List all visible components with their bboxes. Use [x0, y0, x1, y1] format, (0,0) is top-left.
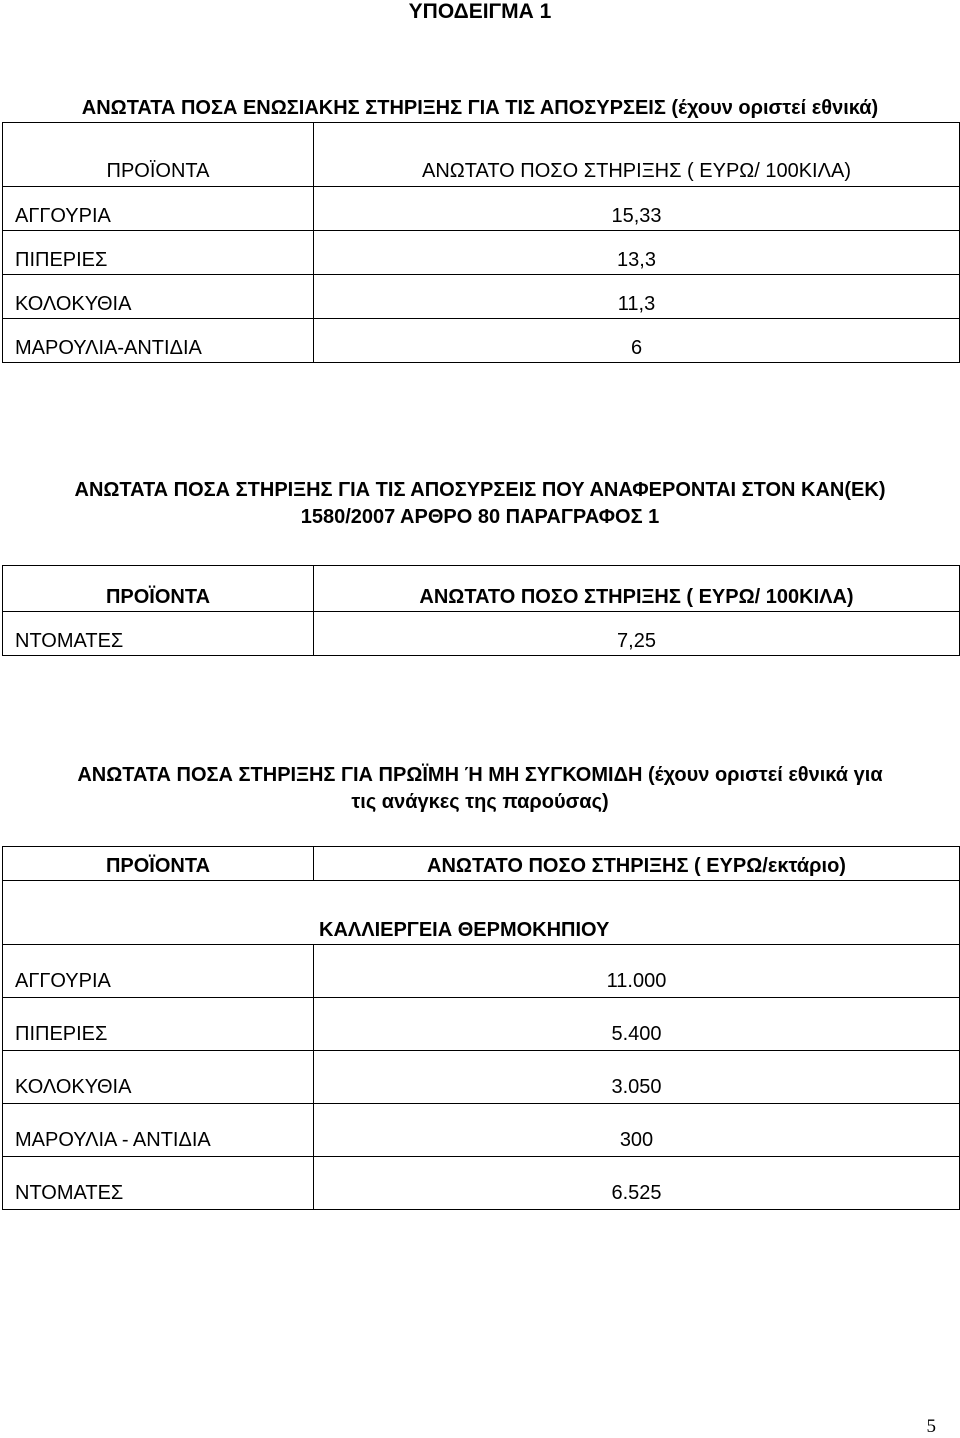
section1-table [2, 122, 960, 363]
amount-value: 11.000 [314, 945, 960, 998]
table-row [3, 231, 960, 275]
table-subheader-row [3, 881, 960, 945]
header-amount: ΑΝΩΤΑΤΟ ΠΟΣΟ ΣΤΗΡΙΞΗΣ ( ΕΥΡΩ/ 100ΚΙΛΑ) [314, 123, 960, 187]
table-row [3, 275, 960, 319]
section3-table [2, 846, 960, 1210]
product-name: ΜΑΡΟΥΛΙΑ - ΑΝΤΙΔΙΑ [3, 1104, 314, 1157]
product-name: ΠΙΠΕΡΙΕΣ [3, 231, 314, 275]
amount-value: 5.400 [314, 998, 960, 1051]
table-row [3, 1051, 960, 1104]
amount-value: 11,3 [314, 275, 960, 319]
section3-heading-line1: ΑΝΩΤΑΤΑ ΠΟΣΑ ΣΤΗΡΙΞΗΣ ΓΙΑ ΠΡΩΪΜΗ Ή ΜΗ ΣΥΓΚΟΜΙΔΗ (έχουν οριστεί εθνικά για [77, 764, 883, 786]
table-header-row [3, 847, 960, 881]
product-name: ΚΟΛΟΚΥΘΙΑ [3, 1051, 314, 1104]
table-header-row [3, 123, 960, 187]
product-name: ΝΤΟΜΑΤΕΣ [3, 612, 314, 656]
amount-value: 15,33 [314, 187, 960, 231]
header-product: ΠΡΟΪΟΝΤΑ [3, 123, 314, 187]
header-product: ΠΡΟΪΟΝΤΑ [3, 566, 314, 612]
header-product: ΠΡΟΪΟΝΤΑ [3, 847, 314, 881]
table-row [3, 612, 960, 656]
table-row [3, 1104, 960, 1157]
header-amount: ΑΝΩΤΑΤΟ ΠΟΣΟ ΣΤΗΡΙΞΗΣ ( ΕΥΡΩ/εκτάριο) [314, 847, 960, 881]
product-name: ΑΓΓΟΥΡΙΑ [3, 945, 314, 998]
table-row [3, 945, 960, 998]
amount-value: 300 [314, 1104, 960, 1157]
table-row [3, 319, 960, 363]
table-row [3, 998, 960, 1051]
amount-value: 6.525 [314, 1157, 960, 1210]
amount-value: 13,3 [314, 231, 960, 275]
table-header-row [3, 566, 960, 612]
section2-table [2, 565, 960, 656]
amount-value: 7,25 [314, 612, 960, 656]
table-row [3, 1157, 960, 1210]
section2-heading-line2: 1580/2007 ΑΡΘΡΟ 80 ΠΑΡΑΓΡΑΦΟΣ 1 [300, 506, 660, 528]
section1-heading: ΑΝΩΤΑΤΑ ΠΟΣΑ ΕΝΩΣΙΑΚΗΣ ΣΤΗΡΙΞΗΣ ΓΙΑ ΤΙΣ ΑΠΟΣΥΡΣΕΙΣ (έχουν οριστεί εθνικά) [81, 97, 879, 119]
amount-value: 3.050 [314, 1051, 960, 1104]
document-title: ΥΠΟΔΕΙΓΜΑ 1 [408, 0, 552, 23]
page-number: 5 [926, 1416, 936, 1437]
product-name: ΜΑΡΟΥΛΙΑ-ΑΝΤΙΔΙΑ [3, 319, 314, 363]
product-name: ΝΤΟΜΑΤΕΣ [3, 1157, 314, 1210]
section3-heading-line2: τις ανάγκες της παρούσας) [351, 791, 609, 813]
amount-value: 6 [314, 319, 960, 363]
product-name: ΠΙΠΕΡΙΕΣ [3, 998, 314, 1051]
product-name: ΚΟΛΟΚΥΘΙΑ [3, 275, 314, 319]
table-row [3, 187, 960, 231]
greenhouse-subheader: ΚΑΛΛΙΕΡΓΕΙΑ ΘΕΡΜΟΚΗΠΙΟΥ [3, 881, 960, 945]
product-name: ΑΓΓΟΥΡΙΑ [3, 187, 314, 231]
section2-heading-line1: ΑΝΩΤΑΤΑ ΠΟΣΑ ΣΤΗΡΙΞΗΣ ΓΙΑ ΤΙΣ ΑΠΟΣΥΡΣΕΙΣ ΠΟΥ ΑΝΑΦΕΡΟΝΤΑΙ ΣΤΟΝ ΚΑΝ(ΕΚ) [74, 479, 886, 501]
header-amount: ΑΝΩΤΑΤΟ ΠΟΣΟ ΣΤΗΡΙΞΗΣ ( ΕΥΡΩ/ 100ΚΙΛΑ) [314, 566, 960, 612]
